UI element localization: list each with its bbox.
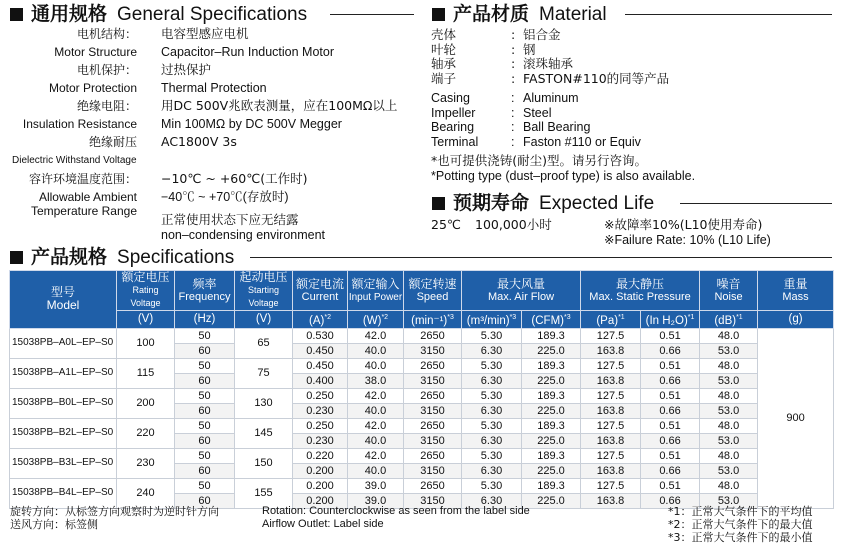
curr-cell: 0.250 (293, 418, 348, 433)
noise-cell: 53.0 (700, 343, 758, 358)
table-row (10, 448, 834, 463)
life-hours: 100,000小时 (475, 217, 552, 232)
curr-cell: 0.450 (293, 343, 348, 358)
general-label: Insulation Resistance (22, 117, 137, 131)
press1-cell: 127.5 (581, 328, 641, 343)
noise-cell: 53.0 (700, 403, 758, 418)
frequency-cell: 60 (175, 343, 235, 358)
material-colon: : (511, 41, 516, 57)
speed-cell: 2650 (404, 328, 462, 343)
voltage-cell: 240 (117, 478, 175, 508)
press1-cell: 163.8 (581, 463, 641, 478)
press2-cell: 0.66 (641, 433, 700, 448)
speed-cell: 2650 (404, 388, 462, 403)
header-voltage: 额定电压 Rating Voltage (117, 271, 175, 311)
general-label: Motor Protection (48, 81, 137, 95)
input-cell: 40.0 (348, 433, 404, 448)
flow1-cell: 6.30 (462, 373, 522, 388)
flow1-cell: 6.30 (462, 343, 522, 358)
curr-cell: 0.530 (293, 328, 348, 343)
general-label: 绝缘耐压 (88, 135, 137, 149)
material-item (431, 72, 669, 86)
model-cell: 15038PB–A0L–EP–S0 (10, 328, 117, 358)
press2-cell: 0.51 (641, 448, 700, 463)
flow2-cell: 189.3 (522, 418, 581, 433)
voltage-cell: 230 (117, 448, 175, 478)
press2-cell: 0.66 (641, 493, 700, 508)
footer-note-1: *1：正常大气条件下的平均值 (668, 505, 813, 518)
material-key: 轴承 (431, 56, 457, 71)
press1-cell: 163.8 (581, 373, 641, 388)
table-row (10, 328, 834, 343)
input-cell: 42.0 (348, 418, 404, 433)
flow1-cell: 5.30 (462, 358, 522, 373)
speed-cell: 3150 (404, 343, 462, 358)
press1-cell: 127.5 (581, 448, 641, 463)
flow1-cell: 6.30 (462, 493, 522, 508)
general-label: Allowable Ambient (38, 190, 137, 204)
press2-cell: 0.66 (641, 373, 700, 388)
spec-title: 产品规格 Specifications (10, 246, 234, 268)
curr-cell: 0.400 (293, 373, 348, 388)
material-item (431, 120, 590, 134)
press2-cell: 0.51 (641, 418, 700, 433)
footer-outlet-en: Airflow Outlet: Label side (262, 518, 384, 530)
general-label: Temperature Range (30, 204, 137, 218)
speed-cell: 2650 (404, 478, 462, 493)
press2-cell: 0.66 (641, 463, 700, 478)
noise-cell: 48.0 (700, 448, 758, 463)
section-square-icon (432, 8, 445, 21)
material-value: Steel (523, 105, 552, 120)
unit-flow-cfm: (CFM)$^{*3}$ (522, 311, 581, 329)
press1-cell: 163.8 (581, 343, 641, 358)
material-key: Impeller (431, 105, 476, 120)
material-key: Bearing (431, 120, 475, 134)
model-cell: 15038PB–B2L–EP–S0 (10, 418, 117, 448)
material-value: FASTON#110的同等产品 (523, 70, 670, 86)
life-title-rule (680, 203, 832, 204)
flow2-cell: 225.0 (522, 463, 581, 478)
curr-cell: 0.250 (293, 388, 348, 403)
press1-cell: 127.5 (581, 358, 641, 373)
footer-rotation-en: Rotation: Counterclockwise as seen from the label side (262, 505, 530, 517)
general-value: 过热保护 (161, 62, 212, 77)
header-model: 型号 Model (10, 271, 117, 329)
material-key: Casing (431, 91, 470, 105)
material-item (431, 106, 552, 120)
header-input-power: 额定输入 Input Power (348, 271, 404, 311)
mass-cell: 900 (758, 328, 834, 508)
life-note-en: ※Failure Rate: 10% (L10 Life) (604, 233, 771, 247)
input-cell: 38.0 (348, 373, 404, 388)
material-value: 钢 (523, 41, 536, 57)
unit-frequency: (Hz) (175, 311, 235, 329)
flow1-cell: 5.30 (462, 388, 522, 403)
header-mass: 重量 Mass (758, 271, 834, 311)
header-current: 额定电流 Current (293, 271, 348, 311)
material-value: 滚珠轴承 (523, 56, 574, 71)
flow2-cell: 189.3 (522, 388, 581, 403)
speed-cell: 2650 (404, 358, 462, 373)
flow2-cell: 189.3 (522, 478, 581, 493)
material-colon: : (511, 120, 515, 134)
material-value: Aluminum (523, 91, 579, 105)
unit-voltage: (V) (117, 311, 175, 329)
footer-note-2: *2：正常大气条件下的最大值 (668, 518, 813, 531)
unit-speed: $(\min^{-1})^{*3}$ (404, 311, 462, 329)
header-starting-voltage: 起动电压 Starting Voltage (235, 271, 293, 311)
section-square-icon (10, 8, 23, 21)
unit-pressure-inh2o: (In H₂O)$^{*1}$ (641, 311, 700, 329)
starting-voltage-cell: 155 (235, 478, 293, 508)
flow1-cell: 5.30 (462, 418, 522, 433)
general-title-rule (330, 14, 414, 15)
speed-cell: 2650 (404, 418, 462, 433)
header-static-pressure: 最大静压 Max. Static Pressure (581, 271, 700, 311)
header-noise: 噪音 Noise (700, 271, 758, 311)
noise-cell: 48.0 (700, 328, 758, 343)
frequency-cell: 50 (175, 388, 235, 403)
frequency-cell: 50 (175, 478, 235, 493)
footer-note-3: *3：正常大气条件下的最小值 (668, 531, 813, 544)
section-square-icon (432, 197, 445, 210)
material-value: Ball Bearing (523, 120, 591, 134)
material-colon: : (511, 91, 515, 105)
general-spec-title: 通用规格 General Specifications (10, 3, 307, 25)
curr-cell: 0.230 (293, 403, 348, 418)
input-cell: 40.0 (348, 358, 404, 373)
voltage-cell: 100 (117, 328, 175, 358)
material-value: 铝合金 (523, 27, 561, 42)
curr-cell: 0.200 (293, 478, 348, 493)
material-colon: : (511, 56, 516, 71)
general-value: Min 100MΩ by DC 500V Megger (161, 117, 342, 131)
voltage-cell: 200 (117, 388, 175, 418)
frequency-cell: 60 (175, 463, 235, 478)
material-note-cn: *也可提供浇铸(耐尘)型。请另行咨询。 (431, 153, 648, 168)
general-note-cn: 正常使用状态下应无结露 (161, 212, 299, 227)
general-note-en: non–condensing environment (161, 228, 326, 242)
material-key: 叶轮 (431, 41, 457, 57)
material-value: Faston #110 or Equiv (523, 134, 641, 149)
press1-cell: 127.5 (581, 418, 641, 433)
material-title: 产品材质 Material (432, 3, 607, 25)
general-value: AC1800V 3s (161, 134, 237, 149)
press1-cell: 127.5 (581, 388, 641, 403)
footer-outlet-cn: 送风方向：标签侧 (10, 518, 98, 531)
header-speed: 额定转速 Speed (404, 271, 462, 311)
noise-cell: 53.0 (700, 433, 758, 448)
general-label: 绝缘电阻： (76, 99, 137, 113)
general-label: Motor Structure (54, 45, 137, 59)
life-temp: 25℃ (431, 217, 461, 232)
flow2-cell: 189.3 (522, 328, 581, 343)
flow2-cell: 225.0 (522, 403, 581, 418)
spec-table (9, 270, 834, 509)
flow1-cell: 6.30 (462, 403, 522, 418)
model-cell: 15038PB–A1L–EP–S0 (10, 358, 117, 388)
frequency-cell: 50 (175, 418, 235, 433)
flow1-cell: 6.30 (462, 433, 522, 448)
flow2-cell: 189.3 (522, 448, 581, 463)
general-value: −10℃ ~ +60℃(工作时) (161, 171, 308, 186)
noise-cell: 53.0 (700, 373, 758, 388)
general-label: 电机保护： (76, 63, 137, 77)
spec-table-body (10, 328, 834, 508)
general-value: 电容型感应电机 (161, 26, 249, 41)
frequency-cell: 60 (175, 493, 235, 508)
press1-cell: 163.8 (581, 403, 641, 418)
material-key: 壳体 (431, 27, 457, 42)
curr-cell: 0.200 (293, 463, 348, 478)
starting-voltage-cell: 65 (235, 328, 293, 358)
model-cell: 15038PB–B0L–EP–S0 (10, 388, 117, 418)
input-cell: 39.0 (348, 493, 404, 508)
material-item (431, 43, 536, 57)
life-note-cn: ※故障率10%(L10使用寿命) (604, 217, 763, 232)
speed-cell: 3150 (404, 433, 462, 448)
unit-current: $(A)^{*2}$ (293, 311, 348, 329)
speed-cell: 3150 (404, 493, 462, 508)
noise-cell: 48.0 (700, 358, 758, 373)
input-cell: 39.0 (348, 478, 404, 493)
speed-cell: 3150 (404, 403, 462, 418)
flow2-cell: 225.0 (522, 343, 581, 358)
unit-mass: (g) (758, 311, 834, 329)
speed-cell: 3150 (404, 463, 462, 478)
material-item (431, 57, 573, 71)
starting-voltage-cell: 130 (235, 388, 293, 418)
model-cell: 15038PB–B3L–EP–S0 (10, 448, 117, 478)
noise-cell: 48.0 (700, 388, 758, 403)
general-value: Capacitor–Run Induction Motor (161, 45, 335, 59)
input-cell: 40.0 (348, 463, 404, 478)
press2-cell: 0.51 (641, 328, 700, 343)
noise-cell: 48.0 (700, 478, 758, 493)
input-cell: 42.0 (348, 388, 404, 403)
flow1-cell: 6.30 (462, 463, 522, 478)
curr-cell: 0.230 (293, 433, 348, 448)
voltage-cell: 220 (117, 418, 175, 448)
press2-cell: 0.66 (641, 343, 700, 358)
curr-cell: 0.220 (293, 448, 348, 463)
flow2-cell: 225.0 (522, 433, 581, 448)
frequency-cell: 60 (175, 403, 235, 418)
general-label: 容许环境温度范围： (28, 172, 137, 186)
table-row (10, 418, 834, 433)
noise-cell: 53.0 (700, 463, 758, 478)
flow1-cell: 5.30 (462, 478, 522, 493)
unit-pressure-pa: $(Pa)^{*1}$ (581, 311, 641, 329)
speed-cell: 3150 (404, 373, 462, 388)
flow2-cell: 225.0 (522, 493, 581, 508)
material-colon: : (511, 27, 516, 42)
unit-starting-voltage: (V) (235, 311, 293, 329)
material-colon: : (511, 70, 516, 86)
material-colon: : (511, 134, 515, 149)
model-cell: 15038PB–B4L–EP–S0 (10, 478, 117, 508)
starting-voltage-cell: 150 (235, 448, 293, 478)
speed-cell: 2650 (404, 448, 462, 463)
noise-cell: 53.0 (700, 493, 758, 508)
flow2-cell: 225.0 (522, 373, 581, 388)
press2-cell: 0.51 (641, 358, 700, 373)
input-cell: 42.0 (348, 448, 404, 463)
material-key: 端子 (431, 70, 457, 86)
press2-cell: 0.51 (641, 478, 700, 493)
general-value: 用DC 500V兆欧表测量，应在100MΩ以上 (161, 98, 398, 113)
press1-cell: 163.8 (581, 493, 641, 508)
unit-flow-m3: $(m^3/\min)^{*3}$ (462, 311, 522, 329)
unit-input-power: $(W)^{*2}$ (348, 311, 404, 329)
material-item (431, 135, 641, 149)
curr-cell: 0.450 (293, 358, 348, 373)
press1-cell: 163.8 (581, 433, 641, 448)
press2-cell: 0.51 (641, 388, 700, 403)
frequency-cell: 50 (175, 328, 235, 343)
spec-title-rule (250, 257, 832, 258)
table-row (10, 358, 834, 373)
starting-voltage-cell: 145 (235, 418, 293, 448)
material-item (431, 28, 561, 42)
flow1-cell: 5.30 (462, 448, 522, 463)
table-row (10, 478, 834, 493)
input-cell: 40.0 (348, 403, 404, 418)
frequency-cell: 60 (175, 373, 235, 388)
flow1-cell: 5.30 (462, 328, 522, 343)
frequency-cell: 60 (175, 433, 235, 448)
section-square-icon (10, 251, 23, 264)
material-colon: : (511, 105, 515, 120)
general-value: Thermal Protection (161, 81, 267, 95)
press1-cell: 127.5 (581, 478, 641, 493)
material-item (431, 91, 579, 105)
general-label: 电机结构： (76, 27, 137, 41)
frequency-cell: 50 (175, 448, 235, 463)
material-note-en: *Potting type (dust–proof type) is also available. (431, 169, 696, 183)
table-row (10, 388, 834, 403)
header-frequency: 频率 Frequency (175, 271, 235, 311)
life-title: 预期寿命 Expected Life (432, 192, 654, 214)
input-cell: 42.0 (348, 328, 404, 343)
voltage-cell: 115 (117, 358, 175, 388)
general-label: Dielectric Withstand Voltage (12, 155, 137, 166)
material-key: Terminal (431, 134, 479, 149)
footer-rotation-cn: 旋转方向：从标签方向观察时为逆时针方向 (10, 505, 219, 518)
unit-noise: (dB)$^{*1}$ (700, 311, 758, 329)
header-air-flow: 最大风量 Max. Air Flow (462, 271, 581, 311)
input-cell: 40.0 (348, 343, 404, 358)
noise-cell: 48.0 (700, 418, 758, 433)
material-title-rule (625, 14, 832, 15)
curr-cell: 0.200 (293, 493, 348, 508)
starting-voltage-cell: 75 (235, 358, 293, 388)
general-value: −40℃ ~ +70℃(存放时) (161, 190, 289, 204)
press2-cell: 0.66 (641, 403, 700, 418)
flow2-cell: 189.3 (522, 358, 581, 373)
frequency-cell: 50 (175, 358, 235, 373)
